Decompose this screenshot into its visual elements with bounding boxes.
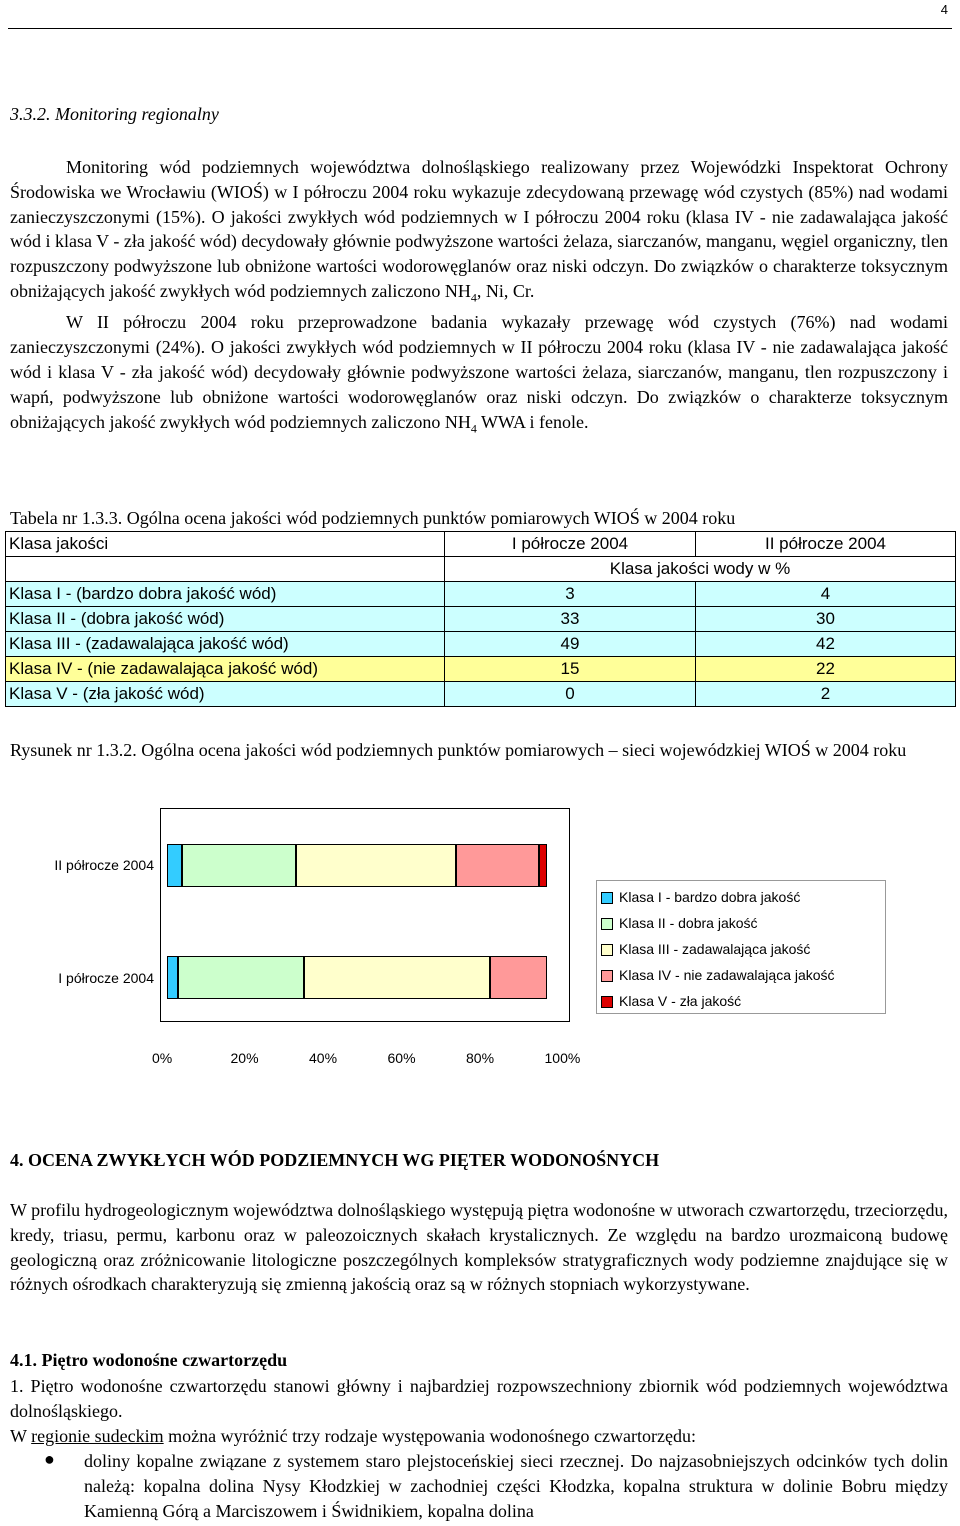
x-tick-label: 40% <box>309 1050 338 1066</box>
bar-segment <box>178 956 303 999</box>
bar-segment <box>539 844 547 887</box>
subheader-cell: Klasa jakości wody w % <box>445 557 956 582</box>
section-title: 3.3.2. Monitoring regionalny <box>10 104 219 124</box>
row-value-h1: 3 <box>445 582 696 607</box>
header-rule <box>8 28 952 29</box>
intro-text <box>10 155 948 441</box>
table-row <box>6 632 956 657</box>
chart-category-label: I półrocze 2004 <box>58 970 154 986</box>
intro-paragraph-1: Monitoring wód podziemnych województwa dolnośląskiego realizowany przez Wojewódzki Inspektorat Ochrony Środowiska we Wrocławiu (WIOŚ) w I półroczu 2004 roku wykazuje zdecydowaną przewagę wód czystych (85%) nad wodami zanieczyszczonymi (15%). O jakości zwykłych wód podziemnych w I półroczu 2004 roku (klasa IV - nie zadawalająca jakość wód i klasa V - zła jakość wód) decydowały głównie podwyższone wartości żelaza, siarczanów, manganu, węgiel organiczny, tlen rozpuszczony podwyższone lub obniżone wartości wodorowęglanów oraz niski odczyn. Do związków o charakterze toksycznym obniżających jakość zwykłych wód podziemnych zaliczono $NH_4$, Ni, Cr. <box>10 157 948 305</box>
subsection-paragraph-1: 1. Piętro wodonośne czwartorzędu stanowi główny i najbardziej rozpowszechniony zbiornik wód podziemnych województwa dolnośląskiego. <box>10 1376 948 1421</box>
table-row <box>6 657 956 682</box>
row-label: Klasa I - (bardzo dobra jakość wód) <box>6 582 445 607</box>
row-value-h2: 4 <box>696 582 956 607</box>
stacked-bar-chart <box>160 808 570 1022</box>
bullet-item: doliny kopalne związane z systemem staro plejstoceńskiej sieci rzecznej. Do najzasobniejszych odcinków tych dolin należą: kopalna dolina Nysy Kłodzkiej w zachodniej części Kłodzka, kopalna struktura w dolinie Bobru między Kamienną Górą a Marciszowem i Świdnikiem, kopalna dolina <box>84 1451 948 1521</box>
quality-table <box>5 531 956 707</box>
header-cell: Klasa jakości <box>6 532 445 557</box>
x-tick-label: 100% <box>544 1050 581 1066</box>
intro-paragraph-2: W II półroczu 2004 roku przeprowadzone badania wykazały przewagę wód czystych (76%) nad wodami zanieczyszczonymi (24%). O jakości zwykłych wód podziemnych w II półroczu 2004 roku (klasa IV - nie zadawalająca jakość wód i klasa V - zła jakość wód) decydowały głównie podwyższone wartości żelaza, siarczanów, manganu, tlen rozpuszczony i wapń, podwyższone lub obniżone wartości wodorowęglanów oraz niski odczyn. Do związków o charakterze toksycznym obniżających jakość zwykłych wód podziemnych zaliczono $NH_4$ WWA i fenole. <box>10 312 948 436</box>
chapter-heading: 4. OCENA ZWYKŁYCH WÓD PODZIEMNYCH WG PIĘTER WODONOŚNYCH <box>10 1150 660 1170</box>
legend-item: Klasa V - zła jakość <box>601 991 741 1011</box>
row-label: Klasa II - (dobra jakość wód) <box>6 607 445 632</box>
row-label: Klasa V - (zła jakość wód) <box>6 682 445 707</box>
legend-item: Klasa III - zadawalająca jakość <box>601 939 810 959</box>
x-tick-label: 20% <box>230 1050 259 1066</box>
x-tick-label: 0% <box>152 1050 173 1066</box>
chapter-paragraph: W profilu hydrogeologicznym województwa dolnośląskiego występują piętra wodonośne w utworach czwartorzędu, trzeciorzędu, kredy, triasu, permu, karbonu oraz w paleozoicznych skałach krystalicznych. Ze względu na bardzo urozmaiconą budowę geologiczną oraz zróżnicowanie litologiczne poszczególnych kompleksów stratygraficznych wody podziemne znajdujące się w różnych ośrodkach charakteryzują się zmienną jakością oraz są w różnych stopniach wykorzystywane. <box>10 1200 948 1295</box>
row-value-h1: 49 <box>445 632 696 657</box>
legend-swatch <box>601 996 613 1008</box>
legend-swatch <box>601 892 613 904</box>
row-value-h1: 0 <box>445 682 696 707</box>
table-header-row <box>6 532 956 557</box>
legend-swatch <box>601 944 613 956</box>
x-tick-label: 80% <box>466 1050 495 1066</box>
header-cell: II półrocze 2004 <box>696 532 956 557</box>
legend-swatch <box>601 918 613 930</box>
table-row <box>6 582 956 607</box>
legend-swatch <box>601 970 613 982</box>
legend-item: Klasa IV - nie zadawalająca jakość <box>601 965 835 985</box>
subsection-text <box>10 1374 948 1448</box>
row-value-h2: 22 <box>696 657 956 682</box>
bar-segment <box>167 956 178 999</box>
subsection-heading: 4.1. Piętro wodonośne czwartorzędu <box>10 1350 288 1370</box>
row-value-h2: 42 <box>696 632 956 657</box>
region-link: regionie sudeckim <box>31 1425 164 1446</box>
table-caption: Tabela nr 1.3.3. Ogólna ocena jakości wód podziemnych punktów pomiarowych WIOŚ w 2004 roku <box>10 508 736 528</box>
row-value-h1: 33 <box>445 607 696 632</box>
bar-segment <box>490 956 547 999</box>
table-row <box>6 607 956 632</box>
bar-segment <box>304 956 490 999</box>
row-label: Klasa IV - (nie zadawalająca jakość wód) <box>6 657 445 682</box>
chart-legend <box>596 880 886 1014</box>
header-cell: I półrocze 2004 <box>445 532 696 557</box>
legend-item: Klasa I - bardzo dobra jakość <box>601 887 800 907</box>
row-label: Klasa III - (zadawalająca jakość wód) <box>6 632 445 657</box>
figure-caption: Rysunek nr 1.3.2. Ogólna ocena jakości wód podziemnych punktów pomiarowych – sieci wojewódzkiej WIOŚ w 2004 roku <box>10 740 907 760</box>
bar-segment <box>182 844 296 887</box>
bar-segment <box>296 844 456 887</box>
subsection-paragraph-2: W regionie sudeckim można wyróżnić trzy rodzaje występowania wodonośnego czwartorzędu: <box>10 1425 696 1446</box>
bullet-icon: ● <box>44 1449 55 1469</box>
page-number: 4 <box>940 2 948 17</box>
row-value-h1: 15 <box>445 657 696 682</box>
bar-segment <box>456 844 540 887</box>
legend-item: Klasa II - dobra jakość <box>601 913 758 933</box>
row-value-h2: 2 <box>696 682 956 707</box>
table-subheader-row <box>6 557 956 582</box>
x-tick-label: 60% <box>387 1050 416 1066</box>
empty-cell <box>6 557 445 582</box>
row-value-h2: 30 <box>696 607 956 632</box>
chart-category-label: II półrocze 2004 <box>54 857 154 873</box>
table-row <box>6 682 956 707</box>
bar-segment <box>167 844 182 887</box>
